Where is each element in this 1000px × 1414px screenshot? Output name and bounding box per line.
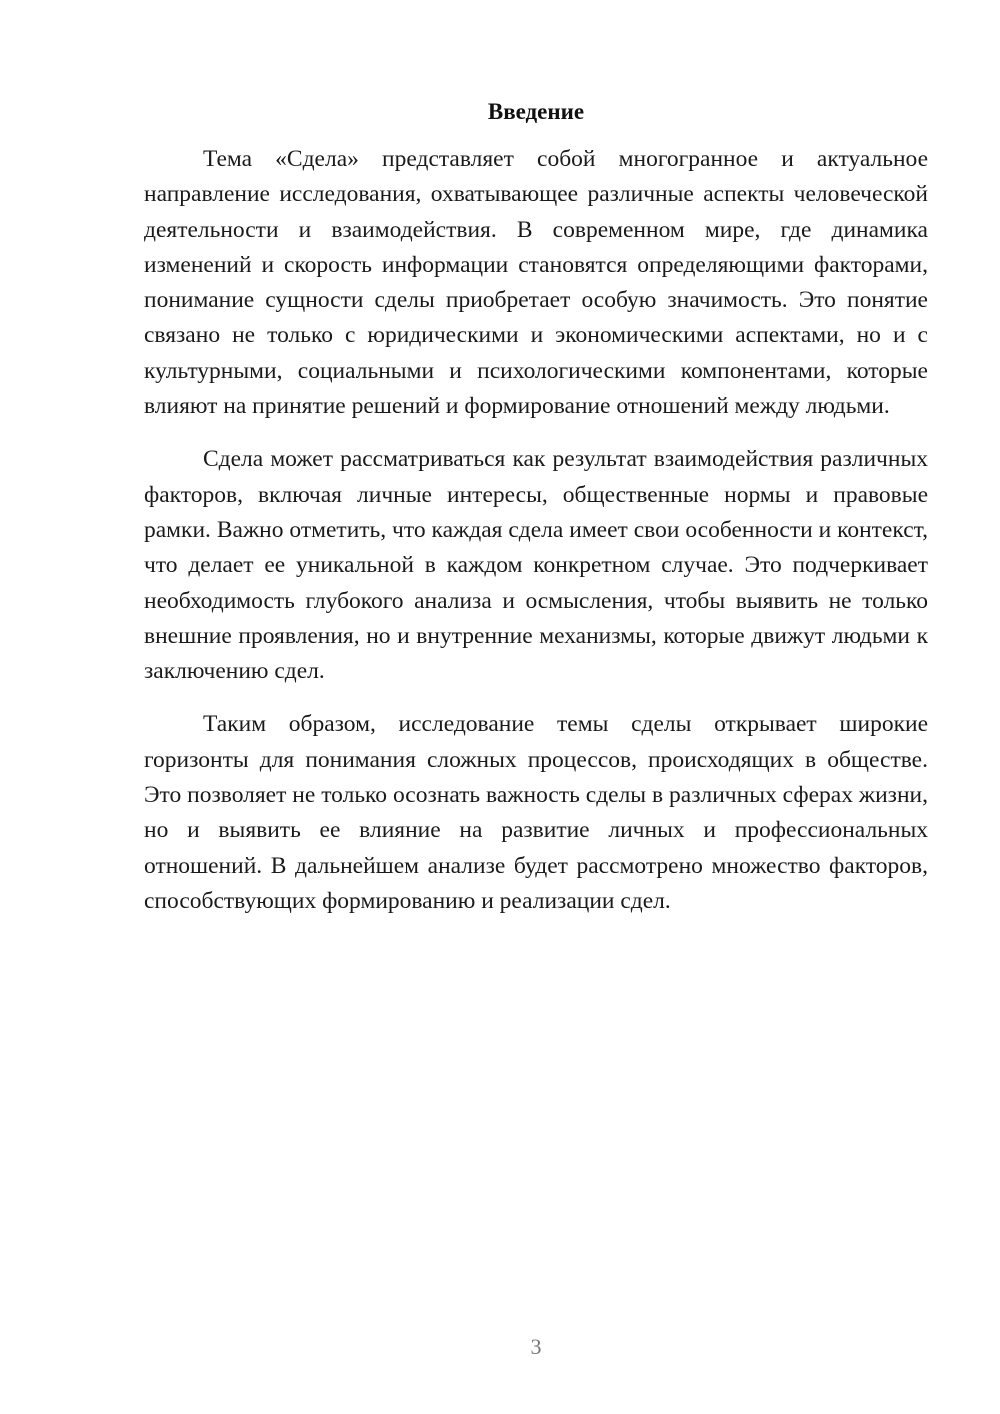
body-text <box>144 142 928 937</box>
paragraph-1: Тема «Сдела» представляет собой многогранное и актуальное направление исследования, охватывающее различные аспекты человеческой деятельности и взаимодействия. В современном мире, где динамика изменений и скорость информации становятся определяющими факторами, понимание сущности сделы приобретает особую значимость. Это понятие связано не только с юридическими и экономическими аспектами, но и с культурными, социальными и психологическими компонентами, которые влияют на принятие решений и формирование отношений между людьми. <box>144 146 928 420</box>
paragraph-2: Сдела может рассматриваться как результат взаимодействия различных факторов, включая личные интересы, общественные нормы и правовые рамки. Важно отметить, что каждая сдела имеет свои особенности и контекст, что делает ее уникальной в каждом конкретном случае. Это подчеркивает необходимость глубокого анализа и осмысления, чтобы выявить не только внешние проявления, но и внутренние механизмы, которые движут людьми к заключению сдел. <box>144 446 928 685</box>
paragraph-3: Таким образом, исследование темы сделы открывает широкие горизонты для понимания сложных процессов, происходящих в обществе. Это позволяет не только осознать важность сделы в различных сферах жизни, но и выявить ее влияние на развитие личных и профессиональных отношений. В дальнейшем анализе будет рассмотрено множество факторов, способствующих формированию и реализации сдел. <box>144 711 928 914</box>
section-heading: Введение <box>487 99 585 124</box>
page-number: 3 <box>530 1334 542 1359</box>
